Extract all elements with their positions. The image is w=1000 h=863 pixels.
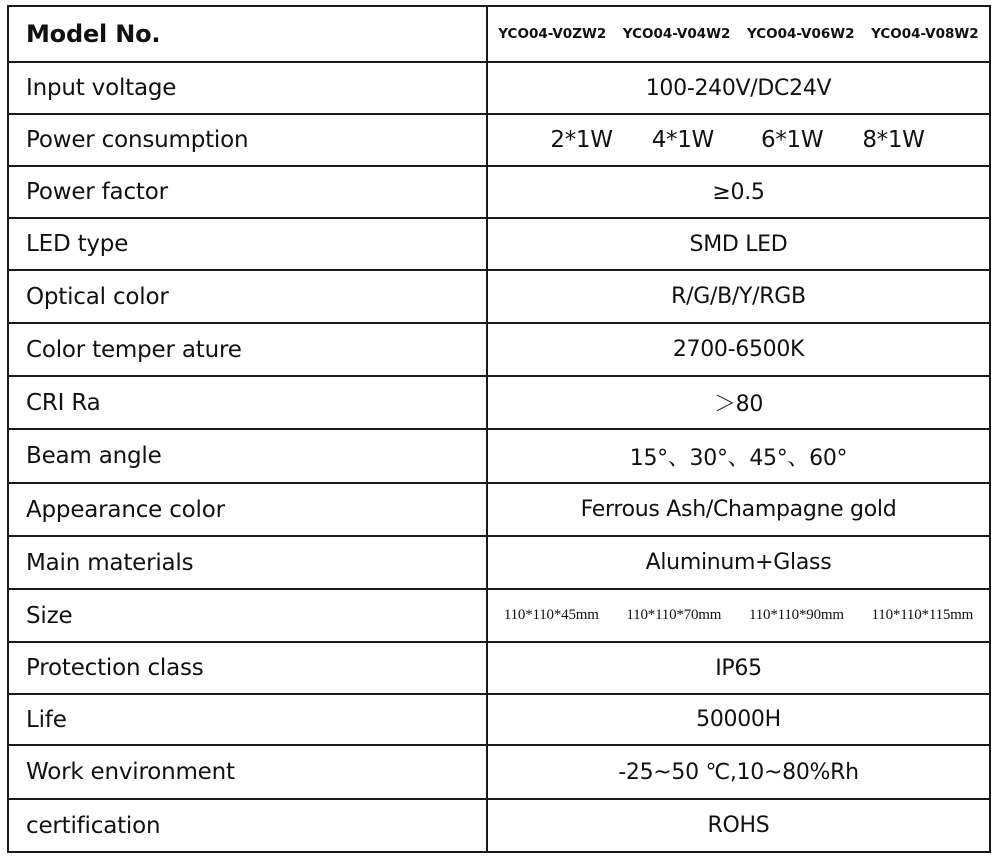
- power-value: 4*1W: [651, 127, 714, 153]
- power-consumption-values: [487, 114, 990, 166]
- size-value: 110*110*115mm: [871, 607, 974, 623]
- led-type-value: SMD LED: [487, 218, 990, 270]
- size-label: Size: [8, 589, 487, 642]
- size-value: 110*110*70mm: [626, 607, 722, 623]
- table-row-certification: [8, 799, 990, 852]
- led-type-label: LED type: [8, 218, 487, 270]
- table-row-beam-angle: [8, 429, 990, 483]
- color-temperature-label: Color temper ature: [8, 323, 487, 376]
- model-code: YCO04-V04W2: [622, 26, 731, 42]
- size-values: [487, 589, 990, 642]
- model-code: YCO04-V06W2: [746, 26, 855, 42]
- life-label: Life: [8, 694, 487, 745]
- table-row-protection-class: [8, 642, 990, 694]
- main-materials-value: Aluminum+Glass: [487, 536, 990, 589]
- table-row-led-type: [8, 218, 990, 270]
- model-code: YCO04-V0ZW2: [498, 26, 607, 42]
- certification-value: ROHS: [487, 799, 990, 852]
- power-value: 8*1W: [862, 127, 925, 153]
- life-value: 50000H: [487, 694, 990, 745]
- work-environment-value: -25~50 ℃,10~80%Rh: [487, 745, 990, 799]
- table-row-size: [8, 589, 990, 642]
- protection-class-label: Protection class: [8, 642, 487, 694]
- beam-angle-label: Beam angle: [8, 429, 487, 483]
- work-environment-label: Work environment: [8, 745, 487, 799]
- table-row-appearance-color: [8, 483, 990, 536]
- appearance-color-value: Ferrous Ash/Champagne gold: [487, 483, 990, 536]
- cri-ra-label: CRI Ra: [8, 376, 487, 429]
- specification-table: [7, 5, 991, 853]
- model-no-values: [487, 6, 990, 62]
- table-row-optical-color: [8, 270, 990, 323]
- input-voltage-label: Input voltage: [8, 62, 487, 114]
- optical-color-label: Optical color: [8, 270, 487, 323]
- input-voltage-value: 100-240V/DC24V: [487, 62, 990, 114]
- table-row-power-factor: [8, 166, 990, 218]
- color-temperature-value: 2700-6500K: [487, 323, 990, 376]
- table-row-power-consumption: [8, 114, 990, 166]
- power-consumption-label: Power consumption: [8, 114, 487, 166]
- protection-class-value: IP65: [487, 642, 990, 694]
- optical-color-value: R/G/B/Y/RGB: [487, 270, 990, 323]
- cri-ra-value: ＞80: [487, 376, 990, 429]
- table-row-main-materials: [8, 536, 990, 589]
- main-materials-label: Main materials: [8, 536, 487, 589]
- model-code: YCO04-V08W2: [871, 26, 979, 42]
- table-row-color-temperature: [8, 323, 990, 376]
- table-row-input-voltage: [8, 62, 990, 114]
- size-value: 110*110*45mm: [503, 607, 599, 623]
- power-value: 6*1W: [761, 127, 824, 153]
- power-value: 2*1W: [550, 127, 613, 153]
- power-factor-value: ≥0.5: [487, 166, 990, 218]
- power-factor-label: Power factor: [8, 166, 487, 218]
- table-row-work-environment: [8, 745, 990, 799]
- table-row-cri-ra: [8, 376, 990, 429]
- beam-angle-value: 15°、30°、45°、60°: [487, 429, 990, 483]
- appearance-color-label: Appearance color: [8, 483, 487, 536]
- size-value: 110*110*90mm: [748, 607, 844, 623]
- certification-label: certification: [8, 799, 487, 852]
- table-row-model-no: [8, 6, 990, 62]
- table-row-life: [8, 694, 990, 745]
- model-no-label: Model No.: [8, 6, 487, 62]
